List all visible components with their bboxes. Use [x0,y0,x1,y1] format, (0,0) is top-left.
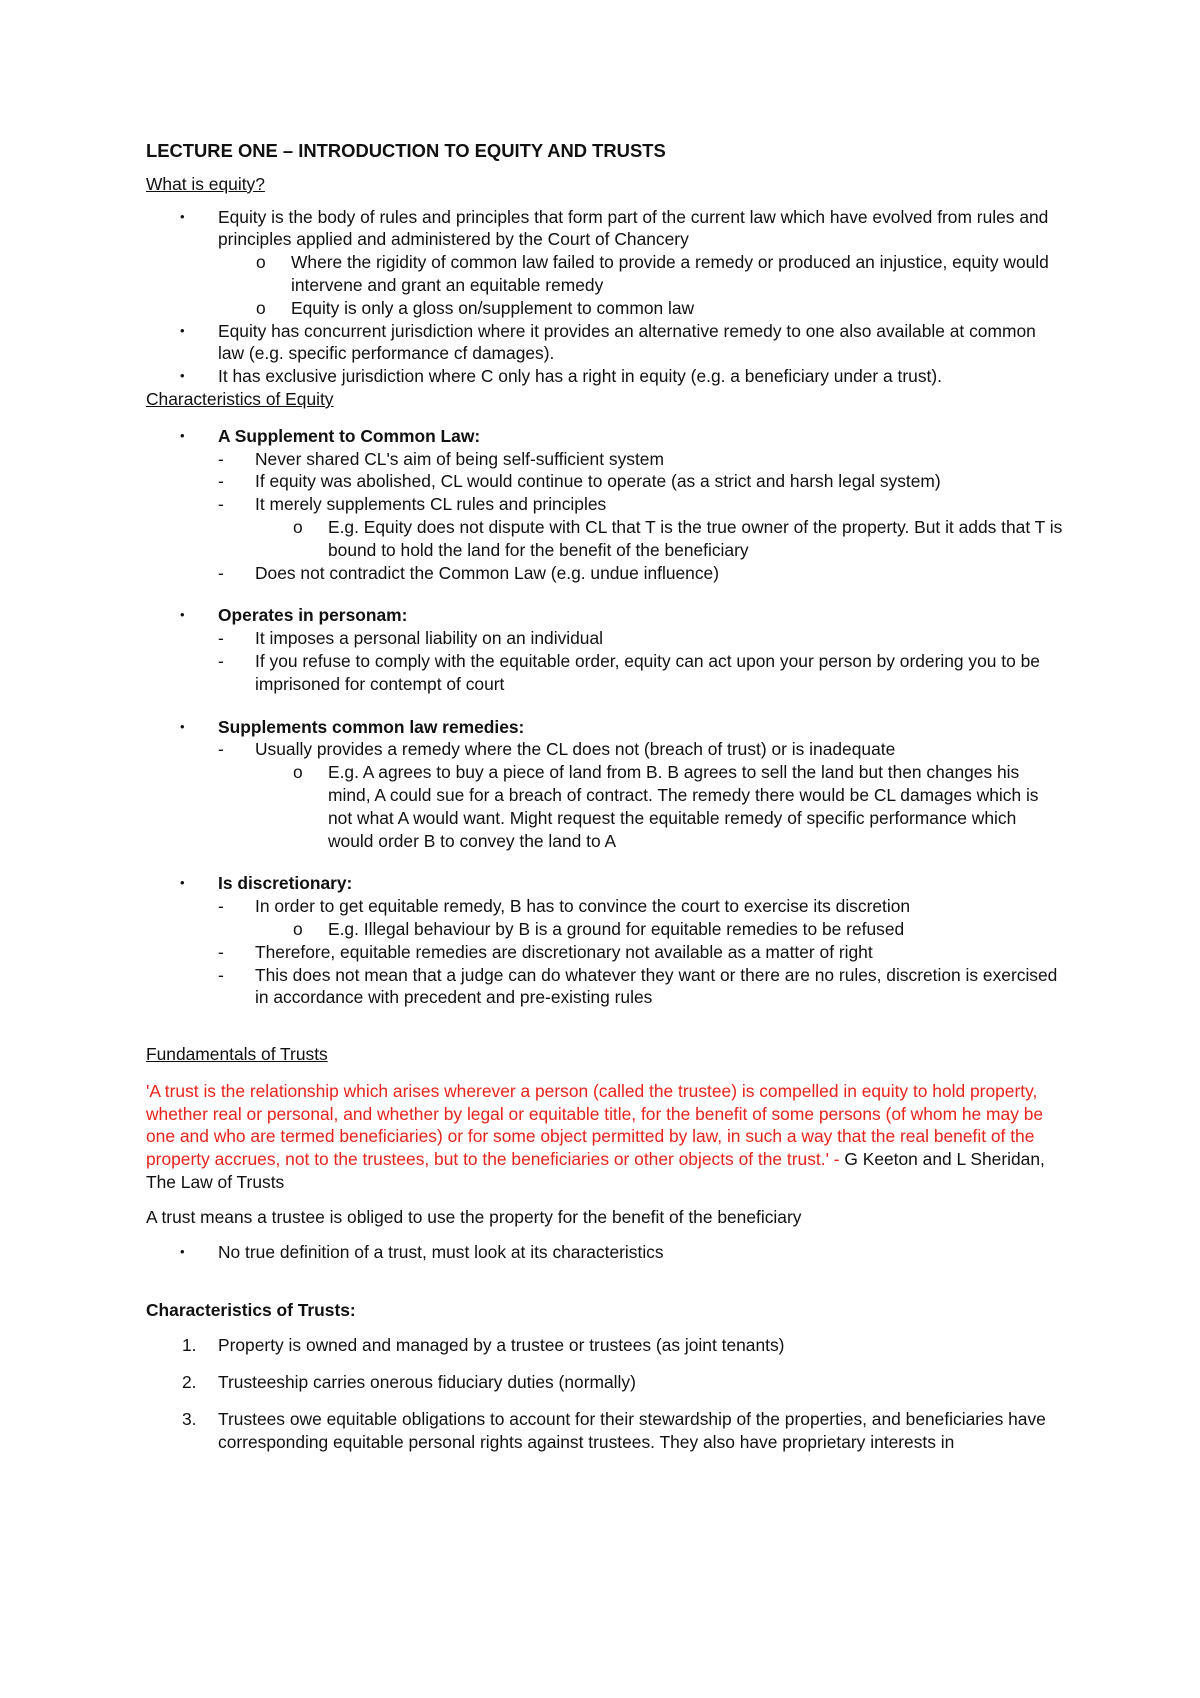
dash-item [146,470,1066,493]
dash-item-text: It imposes a personal liability on an individual [255,628,604,649]
sub-list-item-text: Where the rigidity of common law failed to provide a remedy or produced an injustice, equity would intervene and grant an equitable remedy [291,252,1049,295]
dash-item-text: Usually provides a remedy where the CL does not (breach of trust) or is inadequate [255,739,896,760]
list-item [146,604,1066,695]
list-item-title: Supplements common law remedies: [218,716,525,737]
bullet-marker: • [180,718,185,734]
quote-attribution: G Keeton and L Sheridan, The Law of Trusts [146,1149,1045,1193]
dash-marker: - [218,471,224,492]
list-item-text: Equity is the body of rules and principles that form part of the current law which have evolved from rules and principles applied and administered by the Court of Chancery [218,206,1049,250]
list-item-text: No true definition of a trust, must look at its characteristics [218,1241,664,1262]
bullet-marker: • [180,1243,185,1259]
dash-item [146,941,1066,964]
dash-marker: - [218,896,224,917]
numbered-item-text: Trustees owe equitable obligations to account for their stewardship of the properties, and beneficiaries have corresponding equitable personal rights against trustees. They also have proprietary interests in [218,1408,1046,1452]
list-item-title: Is discretionary: [218,873,353,894]
item-number: 2. [182,1372,197,1393]
what-is-equity-list [146,206,1066,388]
dash-item [146,650,1066,696]
bullet-marker: • [180,208,185,224]
bullet-marker: • [180,607,185,623]
dash-item-text: Does not contradict the Common Law (e.g. undue influence) [255,562,720,583]
dash-marker: - [218,562,224,583]
dash-item [146,895,1066,918]
dash-marker: - [218,628,224,649]
page-title: LECTURE ONE – INTRODUCTION TO EQUITY AND TRUSTS [146,140,666,161]
dash-item [146,448,1066,471]
trust-meaning-paragraph: A trust means a trustee is obliged to use the property for the benefit of the beneficiary [146,1206,802,1227]
list-item [146,320,1066,366]
dash-marker: - [218,941,224,962]
fundamentals-list [146,1241,1066,1264]
dash-sub-item-text: E.g. Illegal behaviour by B is a ground for equitable remedies to be refused [328,918,905,939]
dash-sub-item [146,918,1066,941]
dash-item-text: Never shared CL's aim of being self-sufficient system [255,448,664,469]
characteristics-of-equity-list [146,425,1066,1009]
bullet-marker: • [180,875,185,891]
section-heading-characteristics-of-trusts: Characteristics of Trusts: [146,1300,356,1321]
list-item [146,206,1066,320]
dash-marker: - [218,650,224,671]
list-item [146,1241,1066,1264]
list-item-title: A Supplement to Common Law: [218,425,481,446]
list-item [146,365,1066,388]
list-item [146,425,1066,585]
document-page [146,140,1066,1467]
sub-list-item [146,297,1066,320]
circle-marker: o [256,297,266,318]
dash-item-text: This does not mean that a judge can do whatever they want or there are no rules, discretion is exercised in accordance with precedent and pre-existing rules [255,964,1058,1008]
numbered-item [146,1408,1066,1454]
section-heading-characteristics-of-equity: Characteristics of Equity [146,388,334,409]
dash-marker: - [218,494,224,515]
circle-marker: o [293,516,303,537]
list-item-text: It has exclusive jurisdiction where C only has a right in equity (e.g. a beneficiary under a trust). [218,366,942,387]
dash-marker: - [218,448,224,469]
characteristics-of-trusts-list [146,1334,1066,1453]
dash-item-text: If you refuse to comply with the equitable order, equity can act upon your person by ordering you to be imprisoned for contempt of court [255,650,1040,694]
dash-item [146,627,1066,650]
dash-marker: - [218,964,224,985]
dash-marker: - [218,739,224,760]
list-item [146,872,1066,1009]
circle-marker: o [256,252,266,273]
section-heading-what-is-equity: What is equity? [146,173,265,194]
dash-sub-item [146,516,1066,562]
section-heading-fundamentals-of-trusts: Fundamentals of Trusts [146,1044,328,1065]
bullet-marker: • [180,368,185,384]
item-number: 3. [182,1408,197,1429]
bullet-marker: • [180,322,185,338]
dash-item [146,562,1066,585]
list-item [146,716,1066,853]
numbered-item-text: Trusteeship carries onerous fiduciary duties (normally) [218,1372,636,1393]
dash-item-text: It merely supplements CL rules and principles [255,494,607,515]
sub-list-item [146,251,1066,297]
dash-item [146,964,1066,1010]
numbered-item [146,1371,1066,1394]
dash-item [146,493,1066,516]
list-item-title: Operates in personam: [218,605,408,626]
item-number: 1. [182,1335,197,1356]
circle-marker: o [293,762,303,783]
dash-item-text: Therefore, equitable remedies are discretionary not available as a matter of right [255,941,873,962]
list-item-text: Equity has concurrent jurisdiction where it provides an alternative remedy to one also available at common law (e.g. specific performance cf damages). [218,320,1036,364]
dash-item-text: In order to get equitable remedy, B has to convince the court to exercise its discretion [255,896,911,917]
dash-sub-item-text: E.g. A agrees to buy a piece of land from B. B agrees to sell the land but then changes his mind, A could sue for a breach of contract. The remedy there would be CL damages which is not what A would want. Might request the equitable remedy of specific performance which would order B to convey the land to A [328,762,1039,851]
dash-sub-item [146,761,1066,852]
numbered-item [146,1334,1066,1357]
quote-text: 'A trust is the relationship which arises wherever a person (called the trustee) is compelled in equity to hold property, whether real or personal, and whether by legal or equitable title, for the benefit of some persons (of whom he may be one and who are termed beneficiaries) or for some object permitted by law, in such a way that the real benefit of the property accrues, not to the trustees, but to the beneficiaries or other objects of the trust.' - [146,1080,1044,1170]
dash-sub-item-text: E.g. Equity does not dispute with CL that T is the true owner of the property. But it adds that T is bound to hold the land for the benefit of the beneficiary [328,516,1063,560]
trust-definition-quote [146,1080,1066,1194]
circle-marker: o [293,918,303,939]
dash-item [146,738,1066,761]
sub-list-item-text: Equity is only a gloss on/supplement to common law [291,297,695,318]
dash-item-text: If equity was abolished, CL would continue to operate (as a strict and harsh legal system) [255,471,941,492]
numbered-item-text: Property is owned and managed by a trustee or trustees (as joint tenants) [218,1335,785,1356]
bullet-marker: • [180,427,185,443]
